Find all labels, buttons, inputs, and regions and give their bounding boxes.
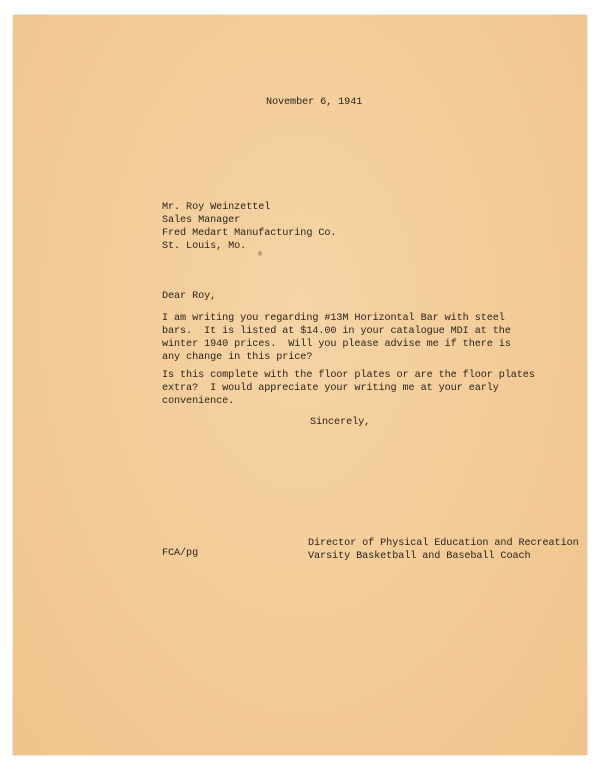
ink-smudge [258, 251, 262, 256]
body-paragraph-2-line: convenience. [162, 396, 235, 407]
signature-title-line: Director of Physical Education and Recreation [308, 538, 579, 549]
body-paragraph-1-line: winter 1940 prices. Will you please advise me if there is [162, 339, 511, 350]
recipient-city: St. Louis, Mo. [162, 241, 247, 252]
signature-title-line: Varsity Basketball and Baseball Coach [308, 551, 531, 562]
body-paragraph-2-line: extra? I would appreciate your writing me at your early [162, 383, 499, 394]
recipient-title: Sales Manager [162, 215, 241, 226]
body-paragraph-1-line: I am writing you regarding #13M Horizontal Bar with steel [162, 313, 505, 324]
body-paragraph-1-line: any change in this price? [162, 352, 313, 363]
letter-date: November 6, 1941 [266, 97, 363, 108]
recipient-name: Mr. Roy Weinzettel [162, 202, 271, 213]
typist-initials: FCA/pg [162, 548, 199, 559]
salutation: Dear Roy, [162, 291, 217, 302]
closing: Sincerely, [310, 417, 371, 428]
body-paragraph-1-line: bars. It is listed at $14.00 in your catalogue MDI at the [162, 326, 511, 337]
body-paragraph-2-line: Is this complete with the floor plates or are the floor plates [162, 370, 535, 381]
recipient-company: Fred Medart Manufacturing Co. [162, 228, 337, 239]
